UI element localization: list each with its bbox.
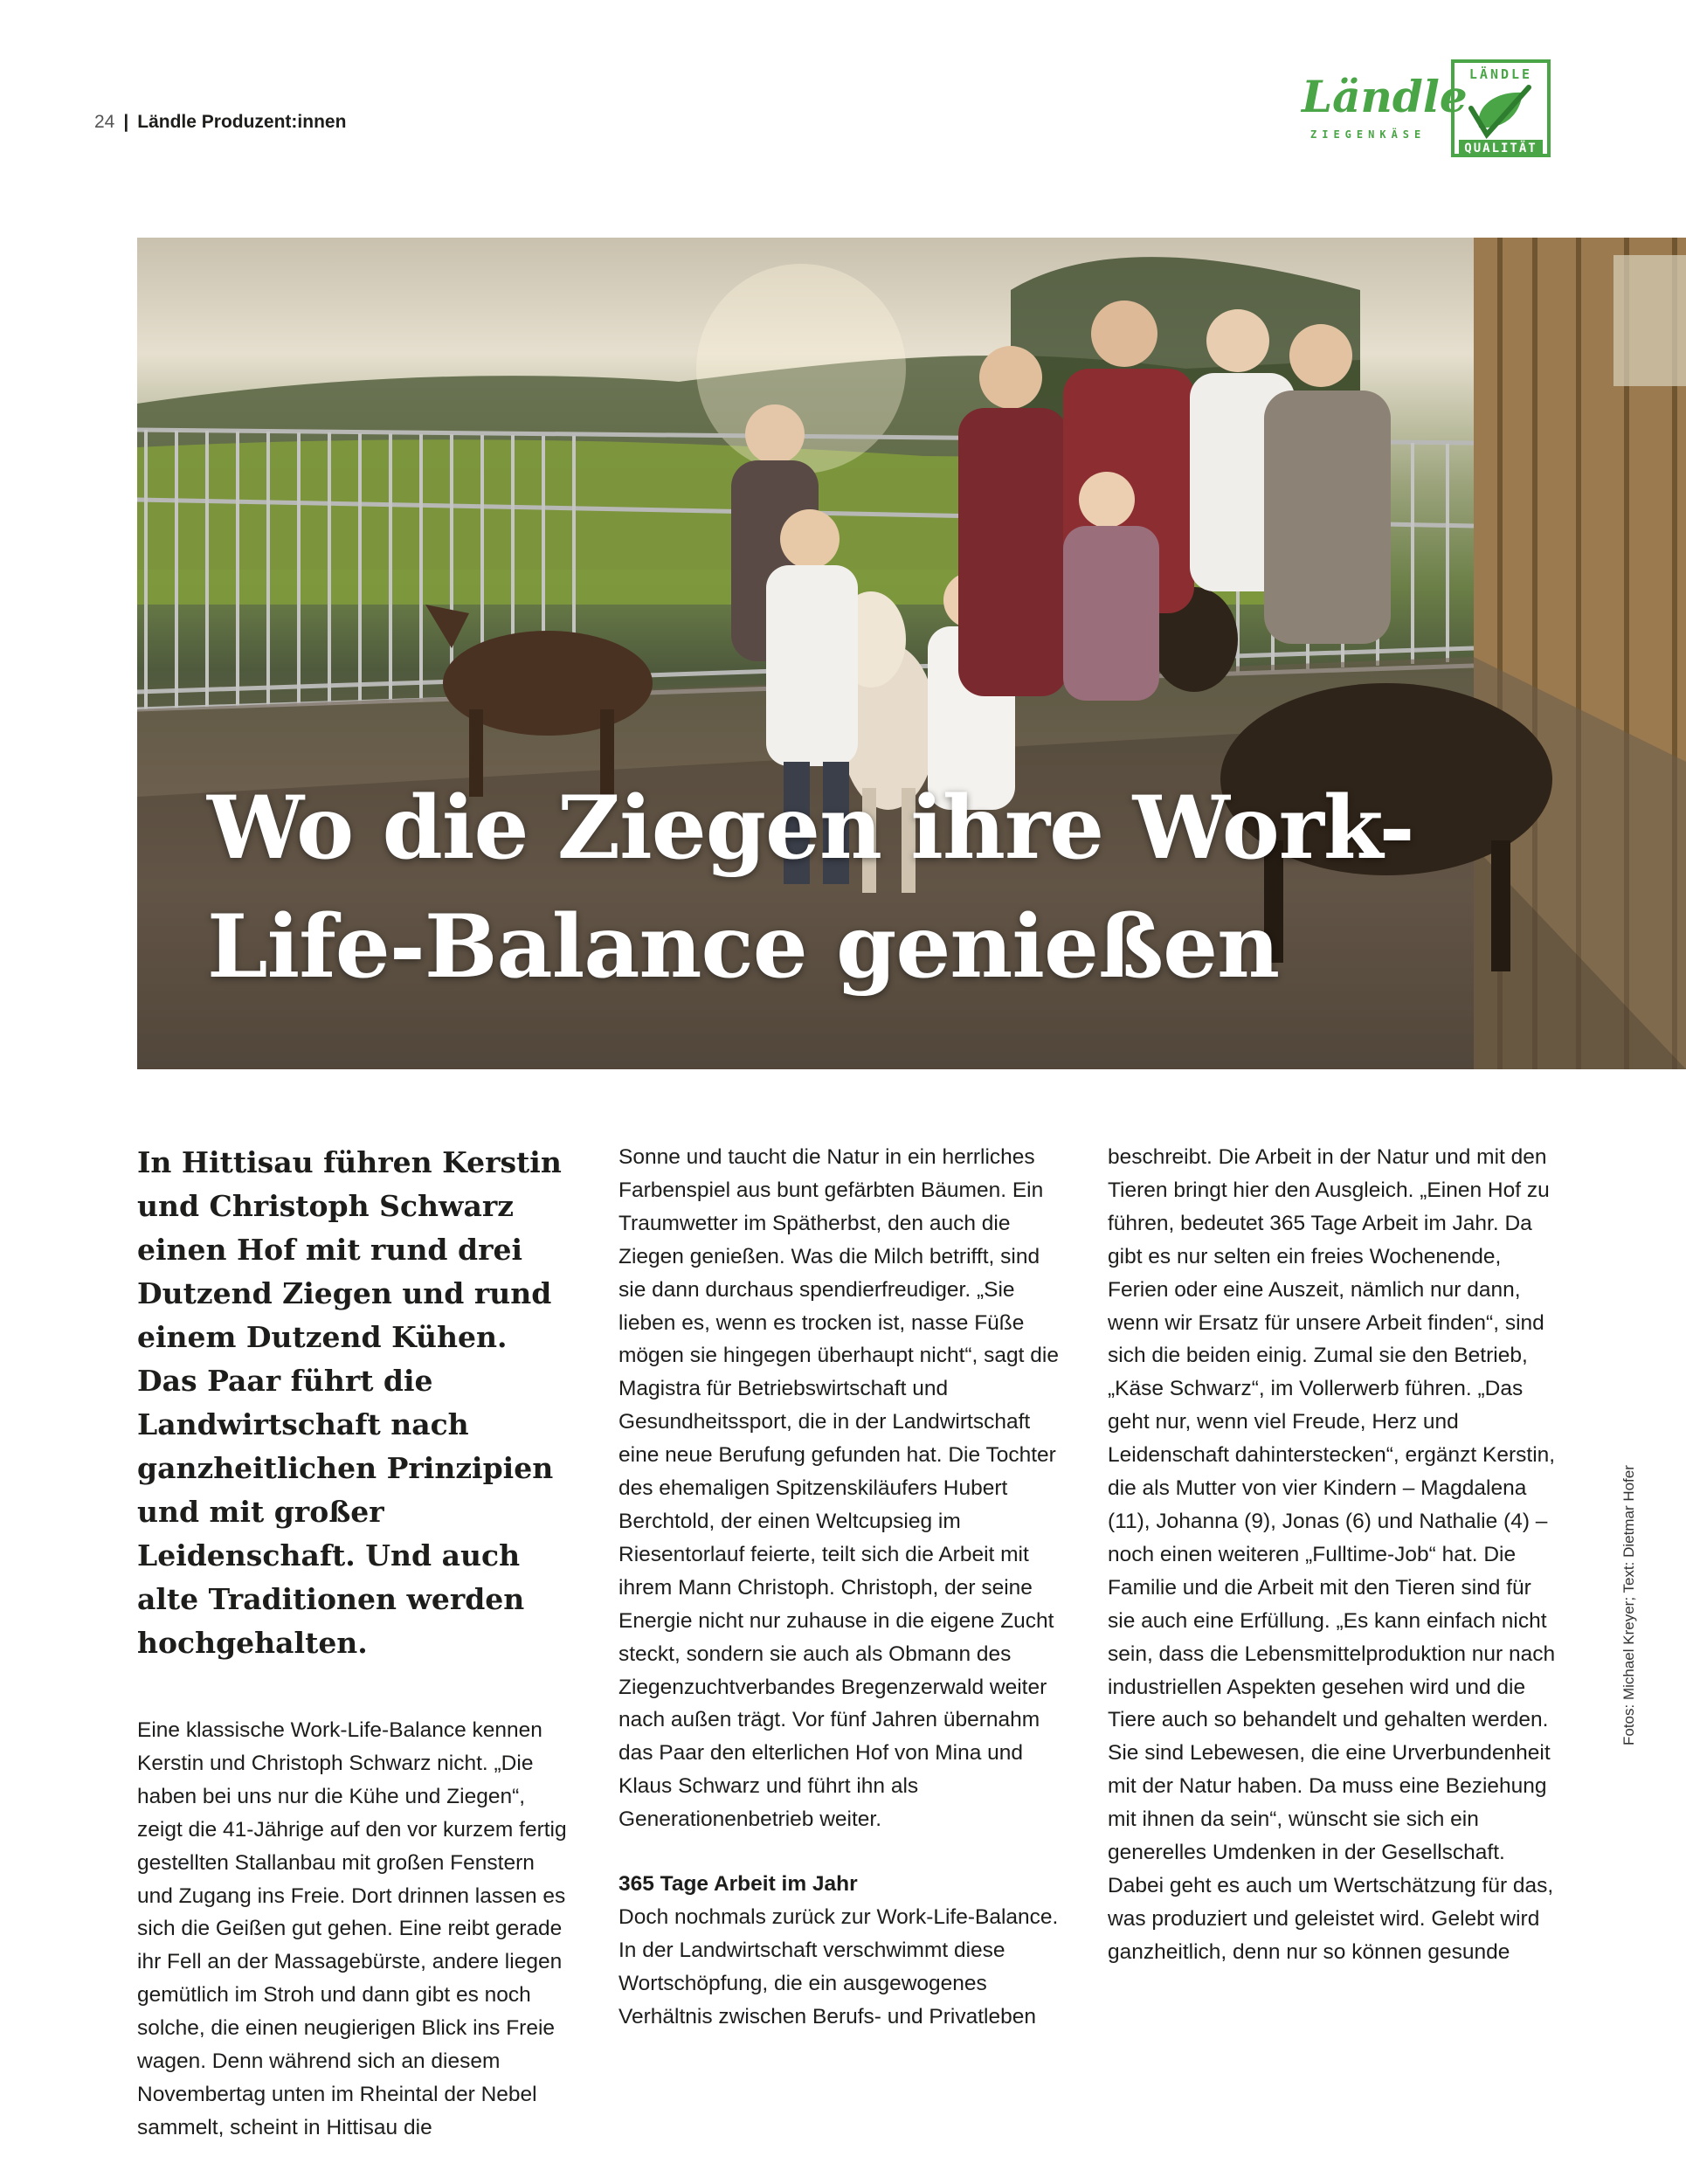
page-header [94, 112, 346, 133]
article-subhead: 365 Tage Arbeit im Jahr [618, 1872, 858, 1897]
article-column-3 [1108, 1141, 1562, 1969]
badge-top-text: LÄNDLE [1468, 66, 1533, 82]
badge-bottom-text: QUALITÄT [1464, 142, 1537, 156]
column-1-body: Eine klassische Work-Life-Balance kennen Kerstin und Christoph Schwarz nicht. „Die haben bei uns nur die Kühe und Ziegen“, zeigt die 41-Jährige auf den vor kurzem fertig gestellten Stallanbau mit großen Fenstern und Zugang ins Freie. Dort drinnen lassen es sich die Geißen gut gehen. Eine reibt gerade ihr Fell an der Massagebürste, andere liegen gemütlich im Stroh und dann gibt es noch solche, die einen neugierigen Blick ins Freie wagen. Denn während sich an diesem Novembertag unten im Rheintal der Nebel sammelt, scheint in Hittisau die [137, 1718, 567, 2139]
article-column-1 [137, 1141, 574, 2145]
article-headline [207, 769, 1414, 1006]
article-lead: In Hittisau führen Kerstin und Christoph Schwarz einen Hof mit rund drei Dutzend Ziegen und rund einem Dutzend Kühen. Das Paar führt die Landwirtschaft nach ganzheitlichen Prinzipien und mit großer Leidenschaft. Und auch alte Traditionen werden hochgehalten. [137, 1145, 562, 1660]
laendle-logo [1300, 58, 1553, 162]
photo-credit: Fotos: Michael Kreyer; Text: Dietmar Hofer [1620, 1465, 1637, 1745]
logo-script-text: Ländle [1302, 71, 1468, 122]
headline-line-1: Wo die Ziegen ihre Work- [207, 778, 1414, 879]
hero-photo [137, 238, 1686, 1069]
column-2-body: Sonne und taucht die Natur in ein herrliches Farbenspiel aus bunt gefärbten Bäumen. Ein Traumwetter im Spätherbst, den auch die Ziegen genießen. Was die Milch betrifft, sind sie dann durchaus spendierfreudiger. „Sie lieben es, wenn es trocken ist, nasse Füße mögen sie hingegen überhaupt nicht“, sagt die Magistra für Betriebswirtschaft und Gesundheitssport, die in der Landwirtschaft eine neue Berufung gefunden hat. Die Tochter des ehemaligen Spitzenskiläufers Hubert Berchtold, der einen Weltcupsieg im Riesentorlauf feierte, teilt sich die Arbeit mit ihrem Mann Christoph. Christoph, der seine Energie nicht nur zuhause in die eigene Zucht steckt, sondern sie auch als Obmann des Ziegenzuchtverbandes Bregenzerwald weiter nach außen trägt. Vor fünf Jahren übernahm das Paar den elterlichen Hof von Mina und Klaus Schwarz und führt ihn als Generationenbetrieb weiter. [618, 1145, 1059, 1832]
leaf-check-icon [1471, 87, 1529, 135]
logo-sub-text: ZIEGENKÄSE [1310, 128, 1427, 141]
article-column-2 [618, 1141, 1073, 2034]
page-number: 24 [94, 112, 115, 132]
column-2-after: Doch nochmals zurück zur Work-Life-Balance. In der Landwirtschaft verschwimmt diese Wortschöpfung, die ein ausgewogenes Verhältnis zwischen Berufs- und Privatleben [618, 1904, 1059, 2028]
section-title: Ländle Produzent:innen [137, 112, 347, 132]
header-separator: | [123, 112, 129, 132]
column-3-body: beschreibt. Die Arbeit in der Natur und mit den Tieren bringt hier den Ausgleich. „Einen Hof zu führen, bedeutet 365 Tage Arbeit im Jahr. Da gibt es nur selten ein freies Wochenende, Ferien oder eine Auszeit, nämlich nur dann, wenn wir Ersatz für unsere Arbeit finden“, sind sich die beiden einig. Zumal sie den Betrieb, „Käse Schwarz“, im Vollerwerb führen. „Das geht nur, wenn viel Freude, Herz und Leidenschaft dahinterstecken“, ergänzt Kerstin, die als Mutter von vier Kindern – Magdalena (11), Johanna (9), Jonas (6) und Nathalie (4) – noch einen weiteren „Fulltime-Job“ hat. Die Familie und die Arbeit mit den Tieren sind für sie auch eine Erfüllung. „Es kann einfach nicht sein, dass die Lebensmittelproduktion nur nach industriellen Aspekten gesehen wird und die Tiere auch so behandelt und gehalten werden. Sie sind Lebewesen, die eine Urverbundenheit mit der Natur haben. Da muss eine Beziehung mit ihnen da sein“, wünscht sie sich ein generelles Umdenken in der Gesellschaft. Dabei geht es auch um Wertschätzung für das, was produziert und geleistet wird. Gelebt wird ganzheitlich, denn nur so können gesunde [1108, 1145, 1556, 1964]
headline-line-2: Life-Balance genießen [207, 896, 1280, 998]
